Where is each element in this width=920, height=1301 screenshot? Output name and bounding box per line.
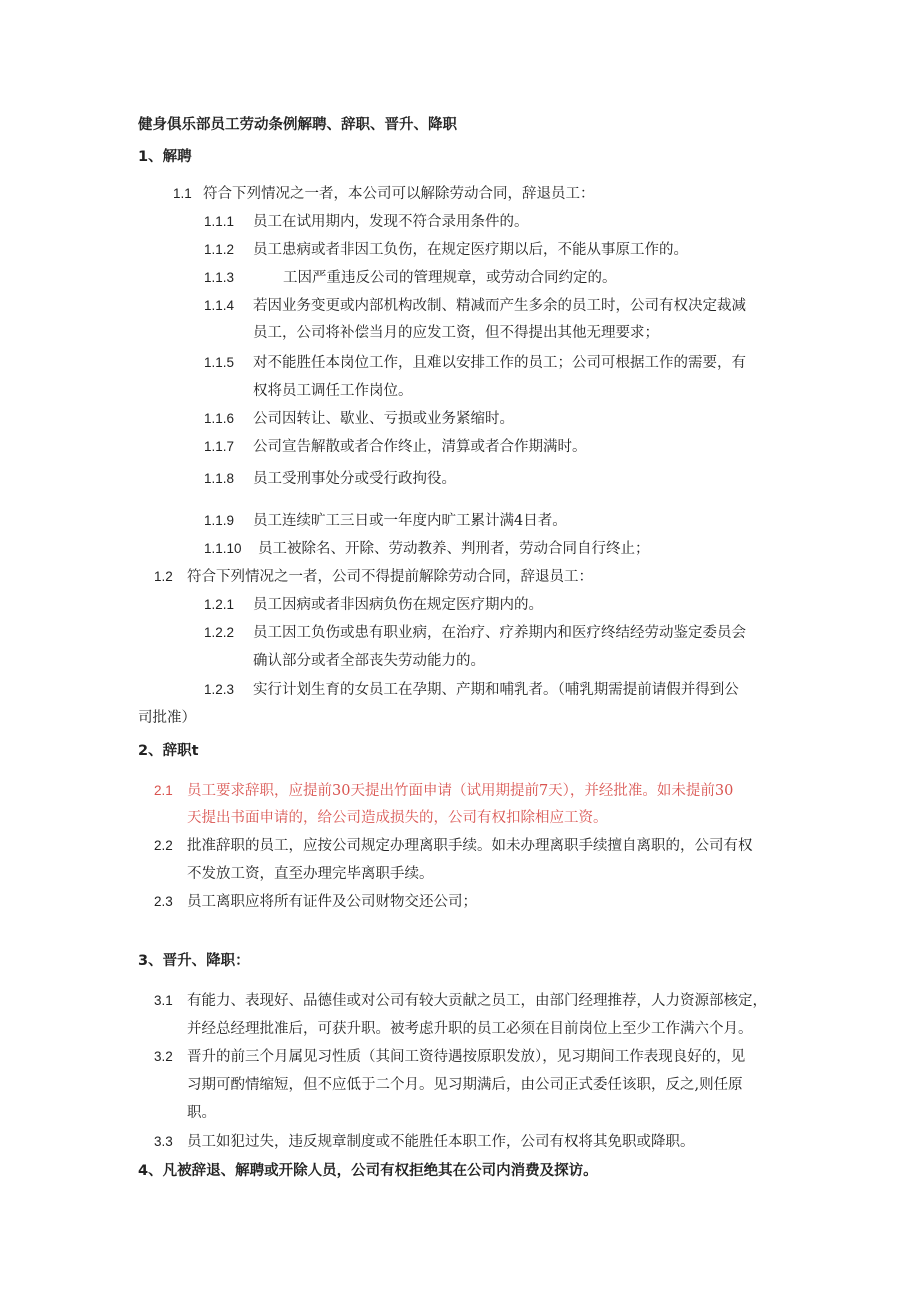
clause-number: 1.1.1: [204, 214, 235, 229]
clause-text-line-2: 习期可酌情缩短，但不应低于二个月。见习期满后，由公司正式委任该职，反之,则任原: [187, 1077, 743, 1093]
clause-text: 公司宣告解散或者合作终止，清算或者合作期满时。: [253, 439, 587, 455]
clause-text: 员工因病或者非因病负伤在规定医疗期内的。: [253, 597, 543, 613]
document-title: 健身俱乐部员工劳动条例解聘、辞职、晋升、降职: [138, 117, 457, 133]
clause-number: 1.2.3: [204, 682, 235, 697]
clause-number: 3.1: [154, 993, 173, 1008]
clause-text-line-1: 实行计划生育的女员工在孕期、产期和哺乳者。（哺乳期需提前请假并得到公: [253, 682, 739, 698]
clause-text-line-1: 员工因工负伤或患有职业病，在治疗、疗养期内和医疗终结经劳动鉴定委员会: [253, 625, 746, 641]
section-3-heading: 3、晋升、降职：: [138, 953, 250, 969]
clause-text: 员工在试用期内，发现不符合录用条件的。: [253, 214, 529, 230]
clause-text-line-2: 并经总经理批准后，可获升职。被考虑升职的员工必须在目前岗位上至少工作满六个月。: [187, 1021, 753, 1037]
clause-text: 员工被除名、开除、劳动教养、判刑者，劳动合同自行终止；: [258, 541, 650, 557]
clause-number: 1.1.7: [204, 439, 235, 454]
section-1-heading: 1、解聘: [138, 149, 192, 165]
clause-text-line-1: 批准辞职的员工，应按公司规定办理离职手续。如未办理离职手续擅自离职的，公司有权: [187, 838, 753, 854]
clause-text-line-2: 权将员工调任工作岗位。: [253, 383, 413, 399]
section-4-heading: 4、凡被辞退、解聘或开除人员，公司有权拒绝其在公司内消费及探访。: [138, 1163, 598, 1179]
clause-text: 工因严重违反公司的管理规章，或劳动合同约定的。: [283, 270, 617, 286]
clause-number: 1.1.3: [204, 270, 235, 285]
clause-number: 1.1.2: [204, 242, 235, 257]
clause-number: 1.1.5: [204, 355, 235, 370]
clause-text-line-1: 员工要求辞职，应提前30天提出竹面申请（试用期提前7天），并经批准。如未提前30: [187, 783, 734, 799]
clause-number: 1.1.10: [204, 541, 242, 556]
clause-text-line-1: 晋升的前三个月属见习性质（其间工资待遇按原职发放），见习期间工作表现良好的，见: [187, 1049, 746, 1065]
clause-text-line-2: 司批准）: [138, 710, 196, 726]
clause-text: 员工离职应将所有证件及公司财物交还公司；: [187, 894, 477, 910]
clause-text: 员工如犯过失，违反规章制度或不能胜任本职工作，公司有权将其免职或降职。: [187, 1134, 695, 1150]
clause-text: 员工连续旷工三日或一年度内旷工累计满4日者。: [253, 513, 567, 529]
clause-number: 1.1.8: [204, 471, 235, 486]
clause-text-line-1: 若因业务变更或内部机构改制、精减而产生多余的员工时，公司有权决定裁减: [253, 298, 746, 314]
clause-text-line-1: 对不能胜任本岗位工作，且难以安排工作的员工；公司可根据工作的需要，有: [253, 355, 746, 371]
clause-text: 员工患病或者非因工负伤，在规定医疗期以后，不能从事原工作的。: [253, 242, 688, 258]
clause-text: 公司因转让、歇业、亏损或业务紧缩时。: [253, 411, 514, 427]
clause-number: 1.1: [173, 186, 192, 201]
clause-number: 1.2.1: [204, 597, 235, 612]
clause-text-line-2: 天提出书面申请的，给公司造成损失的，公司有权扣除相应工资。: [187, 810, 608, 826]
clause-text-line-2: 不发放工资，直至办理完毕离职手续。: [187, 866, 434, 882]
clause-text-line-2: 确认部分或者全部丧失劳动能力的。: [253, 653, 485, 669]
clause-number: 1.1.9: [204, 513, 235, 528]
clause-number: 1.2.2: [204, 625, 235, 640]
clause-text: 员工受刑事处分或受行政拘役。: [253, 471, 456, 487]
clause-text: 符合下列情况之一者，公司不得提前解除劳动合同，辞退员工：: [187, 569, 593, 585]
clause-number: 1.2: [154, 569, 173, 584]
clause-number: 1.1.4: [204, 298, 235, 313]
clause-number: 2.1: [154, 783, 173, 798]
clause-number: 3.3: [154, 1134, 173, 1149]
section-2-heading: 2、辞职t: [138, 743, 199, 759]
clause-text: 符合下列情况之一者，本公司可以解除劳动合同，辞退员工：: [203, 186, 595, 202]
clause-text-line-2: 员工，公司将补偿当月的应发工资，但不得提出其他无理要求；: [253, 325, 659, 341]
clause-number: 2.2: [154, 838, 173, 853]
clause-text-line-1: 有能力、表现好、品德佳或对公司有较大贡献之员工，由部门经理推荐，人力资源部核定，: [187, 993, 767, 1009]
clause-text-line-3: 职。: [187, 1105, 216, 1121]
clause-number: 2.3: [154, 894, 173, 909]
clause-number: 3.2: [154, 1049, 173, 1064]
clause-number: 1.1.6: [204, 411, 235, 426]
